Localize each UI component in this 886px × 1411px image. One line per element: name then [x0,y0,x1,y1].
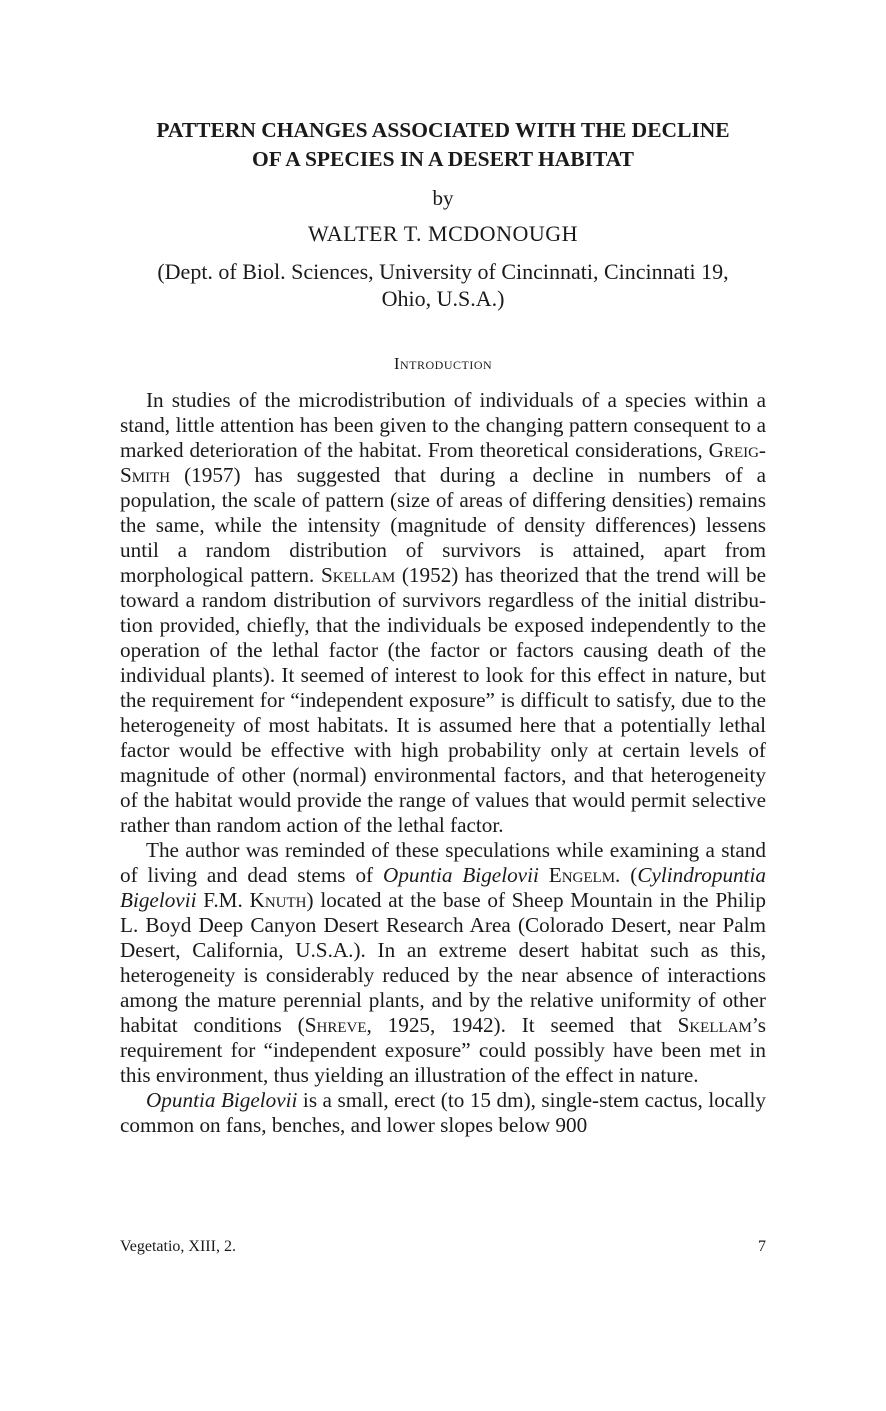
title-line-2: OF A SPECIES IN A DESERT HABITAT [252,147,634,171]
author-citation: Knuth [249,888,307,912]
paragraph [120,388,766,838]
article-body [120,388,766,1138]
text-run: ) located at the base of Sheep Mountain in the Philip L. Boyd Deep Canyon Desert Research Area (Colorado Desert, near Palm Desert, California, U.S.A.). In an extreme desert habitat such as this, heterogeneity is considerably reduced by the near absence of interactions among the mature perennial plants, and by the relative uniformity of other habitat conditions ( [120,888,766,1037]
text-run [539,863,549,887]
text-run: ( [620,863,638,887]
italic-text: Opuntia Bigelovii [383,863,539,887]
text-run: F.M. [196,888,250,912]
paragraph [120,838,766,1088]
text-run: (1957) has suggested that during a decline in numbers of a population, the scale of pattern (size of areas of differing densities) remains the same, while the intensity (magnitude of density differences) lessens until a random distribution of survivors is attained, apart from morphological pattern. [120,463,766,587]
page-number: 7 [758,1238,766,1255]
text-run: The author was reminded of these speculations while examining a stand of living and dead stems of [120,838,766,887]
page-footer [120,1238,766,1256]
author-name: WALTER T. MCDONOUGH [307,221,579,246]
journal-citation: Vegetatio, XIII, 2. [120,1238,236,1255]
affiliation-line-1: (Dept. of Biol. Sciences, University of Cincinnati, Cincinnati 19, [157,259,729,284]
affiliation-line-2: Ohio, U.S.A.) [381,286,505,311]
author-citation: Skellam [677,1013,752,1037]
author-citation: Greig-Smith [120,438,766,487]
italic-text: Cylindropuntia Bigelovii [120,863,767,912]
text-run: ’s requirement for “independent exposure” could possibly have been met in this environment, thus yielding an illustration of the effect in nature. [120,1013,766,1087]
section-heading: Introduction [393,354,493,373]
text-run: , 1925, 1942). It seemed that [366,1013,678,1037]
text-run: (1952) has theorized that the trend will be toward a random distribution of survivors regardless of the initial distribution provided, chiefly, that the individuals be exposed independently to the operation of the lethal factor (the factor or factors causing death of the individual plants). It seemed of interest to look for this effect in nature, but the requirement for “independent exposure” is difficult to satisfy, due to the heterogeneity of most habitats. It is assumed here that a potentially lethal factor would be effective with high probability only at certain levels of magnitude of other (normal) environmental factors, and that heterogeneity of the habitat would provide the range of values that would permit selective rather than random action of the lethal factor. [120,563,766,837]
author-citation: Engelm. [548,863,621,887]
text-run: In studies of the microdistribution of individuals of a species within a stand, little attention has been given to the changing pattern consequent to a marked deterioration of the habitat. From theoretical considerations, [120,388,766,462]
title-line-1: PATTERN CHANGES ASSOCIATED WITH THE DECLINE [156,118,730,142]
article-title [100,116,786,174]
italic-text: Opuntia Bigelovii [146,1088,298,1112]
paragraph [120,1088,766,1138]
byline: by [432,186,454,210]
text-run: is a small, erect (to 15 dm), single-stem cactus, locally common on fans, benches, and lower slopes below 900 [120,1088,766,1137]
author-citation: Skellam [320,563,396,587]
author-affiliation [120,258,766,312]
author-citation: Shreve [304,1013,367,1037]
